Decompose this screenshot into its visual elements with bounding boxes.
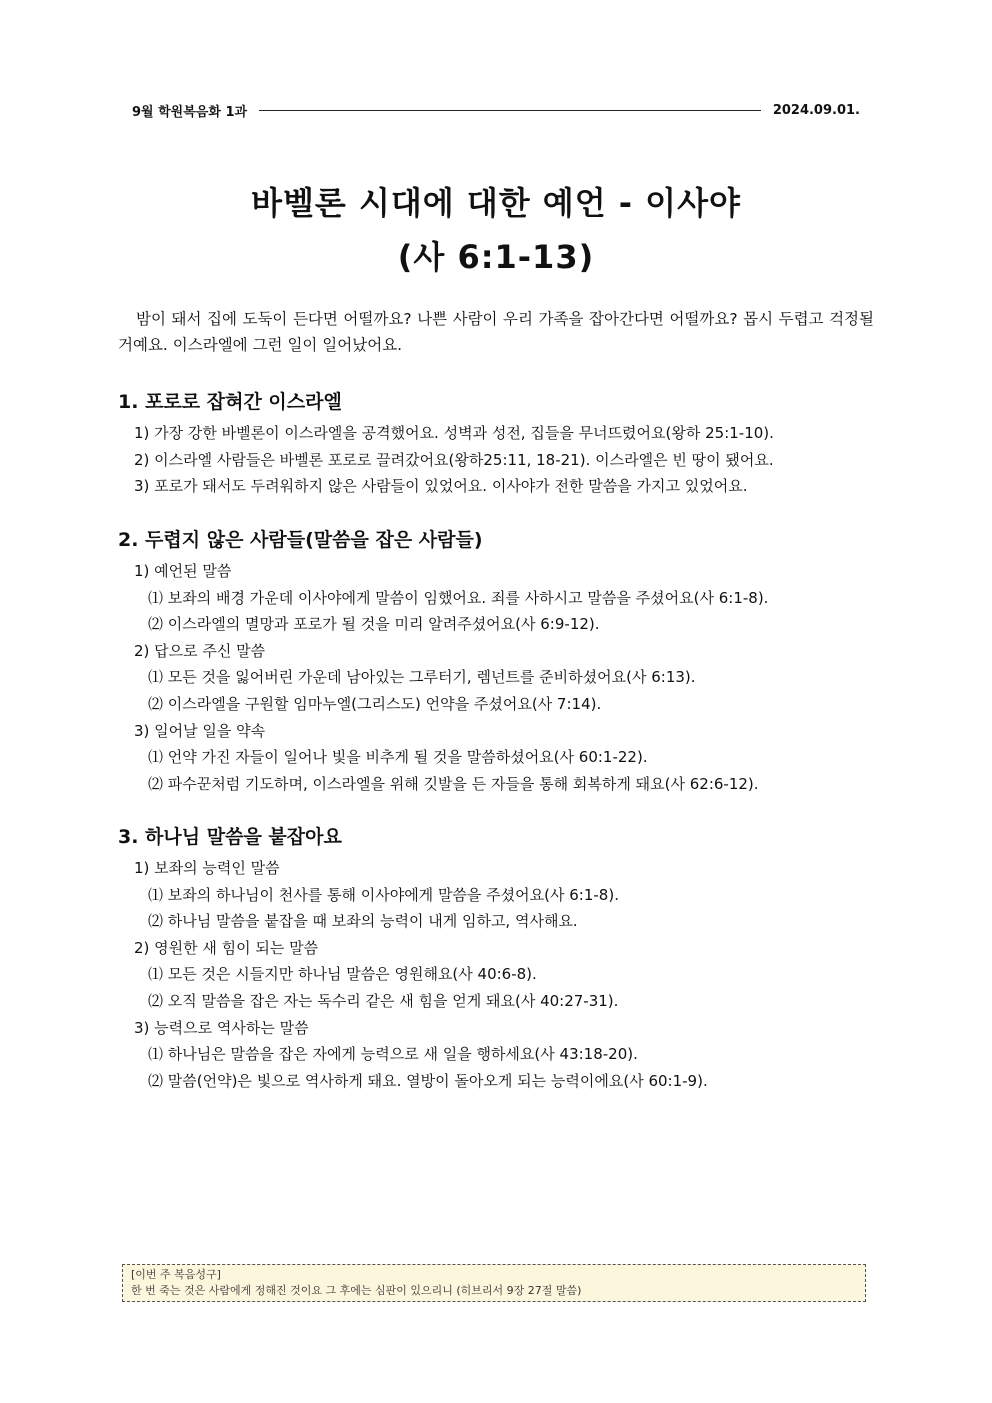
sub-heading: 1) 예언된 말씀 bbox=[134, 562, 232, 580]
list-item: ⑵ 오직 말씀을 잡은 자는 독수리 같은 새 힘을 얻게 돼요(사 40:27-31). bbox=[148, 991, 619, 1010]
list-item: ⑵ 이스라엘을 구원할 임마누엘(그리스도) 언약을 주셨어요(사 7:14). bbox=[148, 694, 602, 713]
section-heading: 3. 하나님 말씀을 붙잡아요 bbox=[118, 826, 342, 848]
list-item: ⑴ 모든 것을 잃어버린 가운데 남아있는 그루터기, 렘넌트를 준비하셨어요(사 6:13). bbox=[148, 668, 696, 687]
list-item: ⑴ 보좌의 배경 가운데 이사야에게 말씀이 임했어요. 죄를 사하시고 말씀을 주셨어요(사 6:1-8). bbox=[148, 588, 769, 607]
list-item: ⑵ 이스라엘의 멸망과 포로가 될 것을 미리 알려주셨어요(사 6:9-12). bbox=[148, 615, 600, 634]
section-3 bbox=[118, 819, 878, 1094]
list-item: ⑴ 하나님은 말씀을 잡은 자에게 능력으로 새 일을 행하세요(사 43:18-20). bbox=[148, 1045, 638, 1064]
section-2 bbox=[118, 522, 878, 797]
list-item: ⑵ 말씀(언약)은 빛으로 역사하게 돼요. 열방이 돌아오게 되는 능력이에요(사 60:1-9). bbox=[148, 1071, 708, 1090]
section-heading: 2. 두렵지 않은 사람들(말씀을 잡은 사람들) bbox=[118, 529, 483, 551]
weekly-verse-text: 한 번 죽는 것은 사람에게 정해진 것이요 그 후에는 심판이 있으리니 (히브리서 9장 27절 말씀) bbox=[131, 1284, 582, 1297]
list-item: ⑴ 모든 것은 시들지만 하나님 말씀은 영원해요(사 40:6-8). bbox=[148, 965, 537, 984]
title-line-1: 바벨론 시대에 대한 예언 - 이사야 bbox=[251, 184, 741, 222]
sub-heading: 3) 일어날 일을 약속 bbox=[134, 721, 266, 740]
list-item: 2) 이스라엘 사람들은 바벨론 포로로 끌려갔어요(왕하25:11, 18-21). 이스라엘은 빈 땅이 됐어요. bbox=[134, 450, 774, 469]
lesson-date: 2024.09.01. bbox=[772, 102, 860, 118]
header-rule bbox=[259, 110, 761, 111]
weekly-verse-label: [이번 주 복음성구] bbox=[131, 1268, 221, 1281]
list-item: 3) 포로가 돼서도 두려워하지 않은 사람들이 있었어요. 이사야가 전한 말씀을 가지고 있었어요. bbox=[134, 477, 748, 496]
list-item: ⑴ 보좌의 하나님이 천사를 통해 이사야에게 말씀을 주셨어요(사 6:1-8). bbox=[148, 885, 619, 904]
sub-heading: 1) 보좌의 능력인 말씀 bbox=[134, 859, 280, 877]
title-line-2: (사 6:1-13) bbox=[397, 238, 595, 276]
section-1 bbox=[118, 384, 878, 500]
list-item: ⑴ 언약 가진 자들이 일어나 빛을 비추게 될 것을 말씀하셨어요(사 60:1-22). bbox=[148, 748, 648, 767]
sub-heading: 2) 답으로 주신 말씀 bbox=[134, 641, 266, 660]
sub-heading: 3) 능력으로 역사하는 말씀 bbox=[134, 1018, 309, 1037]
weekly-verse-box bbox=[122, 1264, 866, 1302]
sub-heading: 2) 영원한 새 힘이 되는 말씀 bbox=[134, 938, 319, 957]
page-title bbox=[0, 176, 992, 284]
list-item: 1) 가장 강한 바벨론이 이스라엘을 공격했어요. 성벽과 성전, 집들을 무너뜨렸어요(왕하 25:1-10). bbox=[134, 424, 774, 442]
lesson-label: 9월 학원복음화 1과 bbox=[132, 104, 248, 120]
list-item: ⑵ 하나님 말씀을 붙잡을 때 보좌의 능력이 내게 임하고, 역사해요. bbox=[148, 912, 578, 931]
section-heading: 1. 포로로 잡혀간 이스라엘 bbox=[118, 391, 342, 413]
list-item: ⑵ 파수꾼처럼 기도하며, 이스라엘을 위해 깃발을 든 자들을 통해 회복하게 돼요(사 62:6-12). bbox=[148, 774, 759, 793]
page-header bbox=[132, 100, 860, 120]
intro-paragraph: 밤이 돼서 집에 도둑이 든다면 어떨까요? 나쁜 사람이 우리 가족을 잡아간다면 어떨까요? 몹시 두렵고 걱정될 거예요. 이스라엘에 그런 일이 일어났어요. bbox=[118, 310, 874, 354]
